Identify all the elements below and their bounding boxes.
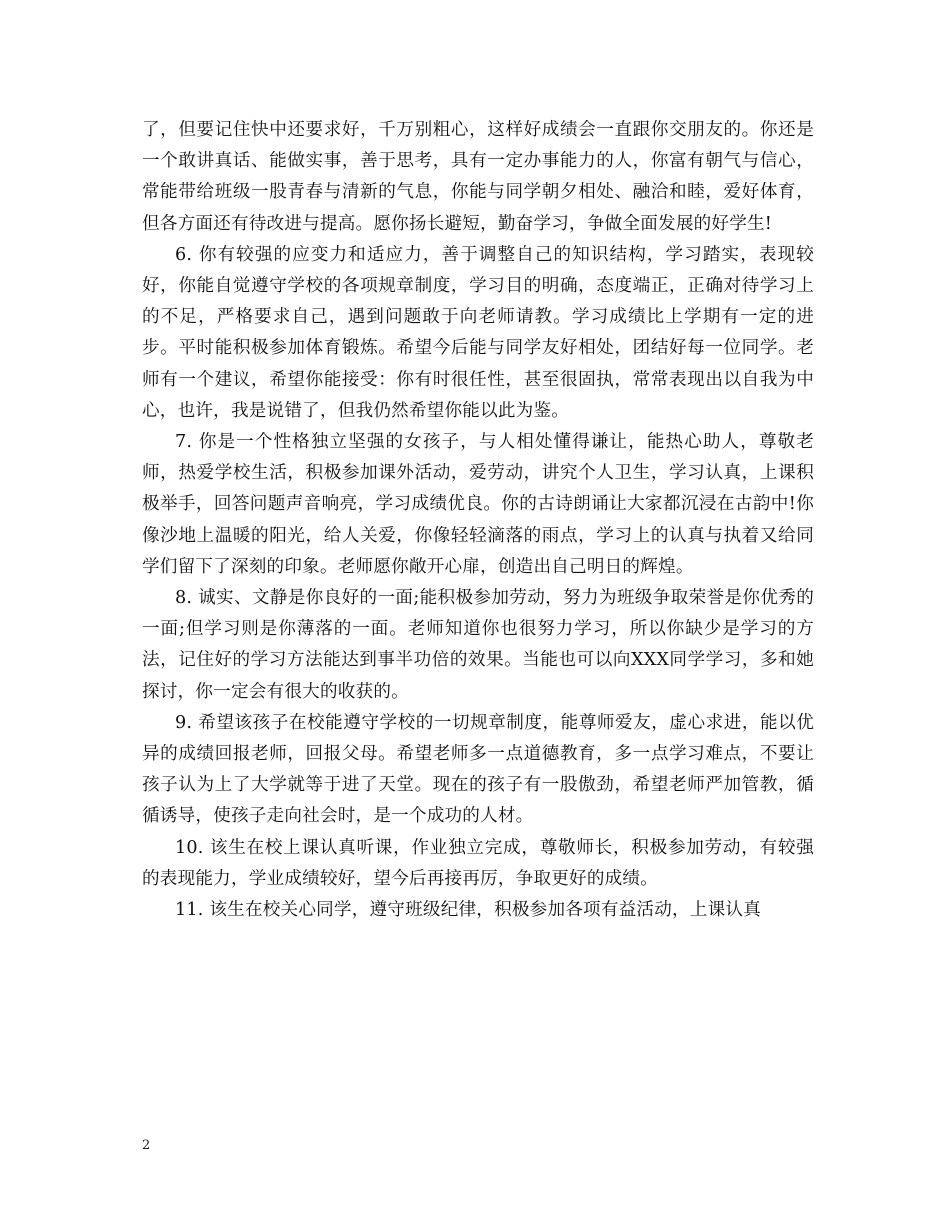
- paragraph-continuation: 了，但要记住快中还要求好，千万别粗心，这样好成绩会一直跟你交朋友的。你还是一个敢讲真话、能做实事，善于思考，具有一定办事能力的人，你富有朝气与信心，常能带给班级一股青春与清新的气息，你能与同学朝夕相处、融洽和睦，爱好体育，但各方面还有待改进与提高。愿你扬长避短，勤奋学习，争做全面发展的好学生!: [142, 120, 814, 234]
- paragraph-comment-8: 8. 诚实、文静是你良好的一面;能积极参加劳动，努力为班级争取荣誉是你优秀的一面;但学习则是你薄落的一面。老师知道你也很努力学习，所以你缺少是学习的方法，记住好的学习方法能达到事半功倍的效果。当能也可以向XXX同学学习，多和她探讨，你一定会有很大的收获的。: [142, 588, 814, 702]
- paragraph-comment-9: 9. 希望该孩子在校能遵守学校的一切规章制度，能尊师爱友，虚心求进，能以优异的成绩回报老师，回报父母。希望老师多一点道德教育，多一点学习难点，不要让孩子认为上了大学就等于进了天堂。现在的孩子有一股傲劲，希望老师严加管教，循循诱导，使孩子走向社会时，是一个成功的人材。: [142, 712, 814, 827]
- page-number: 2: [142, 1138, 151, 1153]
- paragraph-comment-6: 6. 你有较强的应变力和适应力，善于调整自己的知识结构，学习踏实，表现较好，你能自觉遵守学校的各项规章制度，学习目的明确，态度端正，正确对待学习上的不足，严格要求自己，遇到问题敢于向老师请教。学习成绩比上学期有一定的进步。平时能积极参加体育锻炼。希望今后能与同学友好相处，团结好每一位同学。老师有一个建议，希望你能接受：你有时很任性，甚至很固执，常常表现出以自我为中心，也许，我是说错了，但我仍然希望你能以此为鉴。: [142, 244, 814, 421]
- paragraph-comment-7: 7. 你是一个性格独立坚强的女孩子，与人相处懂得谦让，能热心助人，尊敬老师，热爱学校生活，积极参加课外活动，爱劳动，讲究个人卫生，学习认真，上课积极举手，回答问题声音响亮，学习成绩优良。你的古诗朗诵让大家都沉浸在古韵中!你像沙地上温暖的阳光，给人关爱，你像轻轻滴落的雨点，学习上的认真与执着又给同学们留下了深刻的印象。老师愿你敞开心扉，创造出自己明日的辉煌。: [142, 432, 814, 577]
- paragraph-comment-11: 11. 该生在校关心同学，遵守班级纪律，积极参加各项有益活动，上课认真: [175, 900, 761, 921]
- paragraph-comment-10: 10. 该生在校上课认真听课，作业独立完成，尊敬师长，积极参加劳动，有较强的表现能力，学业成绩较好，望今后再接再厉，争取更好的成绩。: [142, 837, 814, 889]
- document-body: [142, 115, 814, 926]
